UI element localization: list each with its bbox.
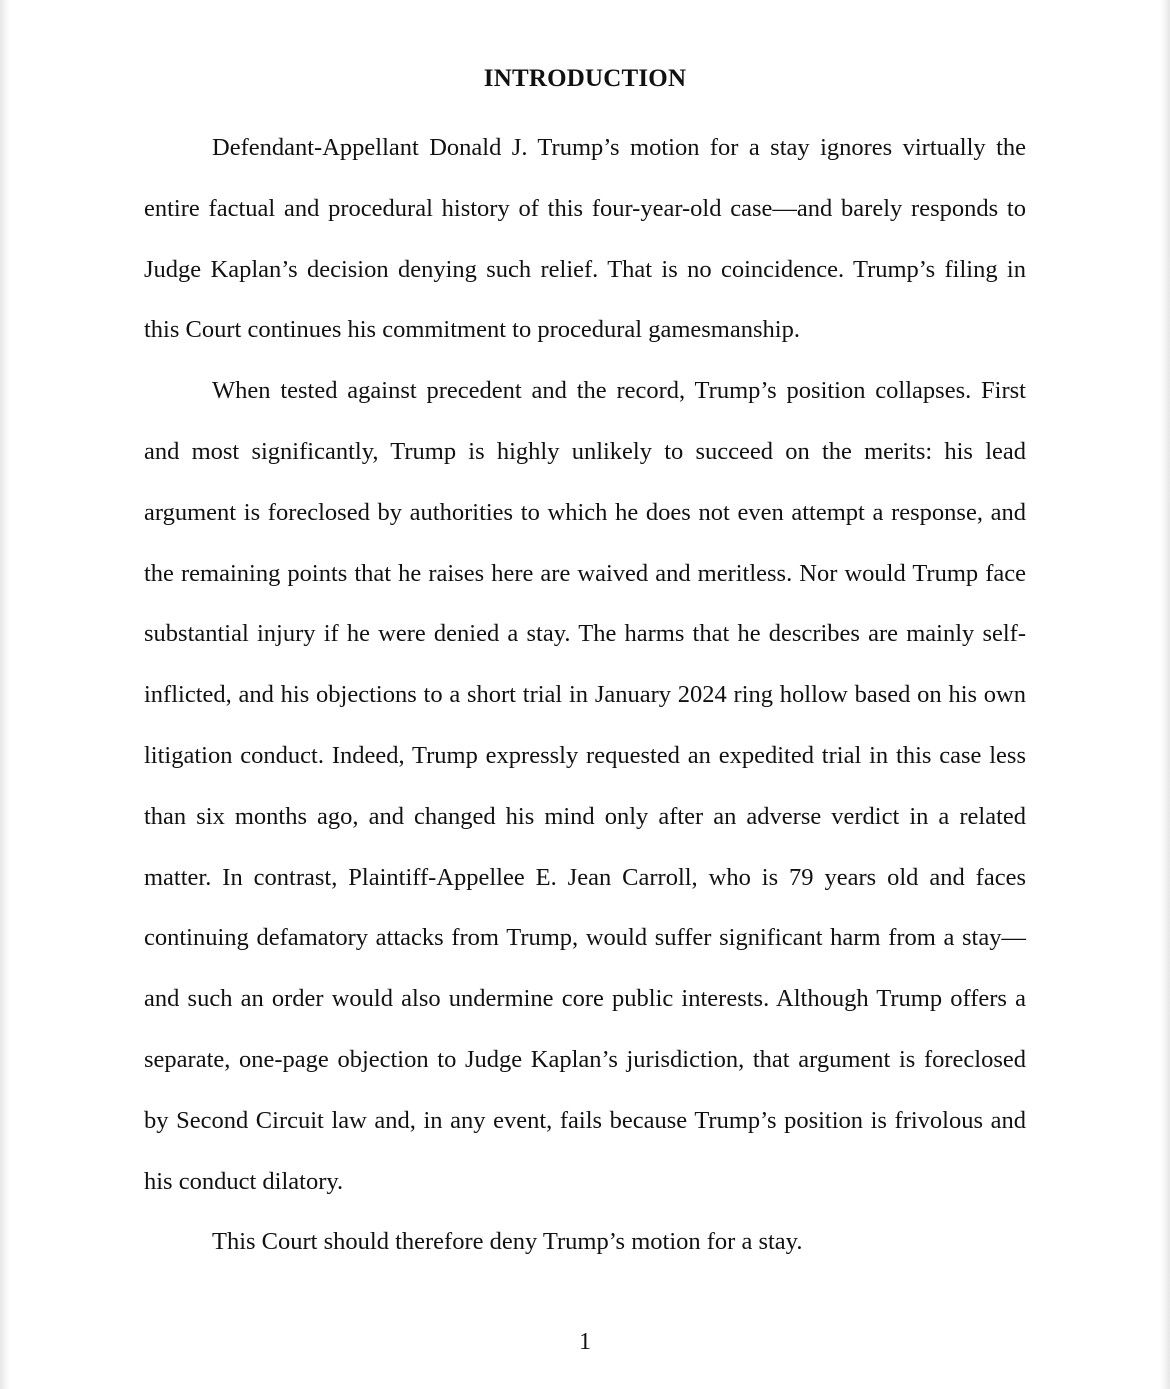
paragraph-1: Defendant-Appellant Donald J. Trump’s motion for a stay ignores virtually the entire factual and procedural history of this four-year-old case—and barely responds to Judge Kaplan’s decision denying such relief. That is no coincidence. Trump’s filing in this Court continues his commitment to procedural gamesmanship. [144, 134, 1026, 344]
body-text [144, 118, 1026, 1273]
section-heading: INTRODUCTION [483, 65, 687, 92]
page-left-edge [0, 0, 10, 1389]
page-number: 1 [579, 1329, 591, 1355]
paragraph-2: When tested against precedent and the record, Trump’s position collapses. First and most significantly, Trump is highly unlikely to succeed on the merits: his lead argument is foreclosed by authorities to which he does not even attempt a response, and the remaining points that he raises here are waived and meritless. Nor would Trump face substantial injury if he were denied a stay. The harms that he describes are mainly self-inflicted, and his objections to a short trial in January 2024 ring hollow based on his own litigation conduct. Indeed, Trump expressly requested an expedited trial in this case less than six months ago, and changed his mind only after an adverse verdict in a related matter. In contrast, Plaintiff-Appellee E. Jean Carroll, who is 79 years old and faces continuing defamatory attacks from Trump, would suffer significant harm from a stay—and such an order would also undermine core public interests. Although Trump offers a separate, one-page objection to Judge Kaplan’s jurisdiction, that argument is foreclosed by Second Circuit law and, in any event, fails because Trump’s position is frivolous and his conduct dilatory. [144, 377, 1026, 1195]
paragraph-3: This Court should therefore deny Trump’s motion for a stay. [212, 1228, 803, 1256]
page-right-edge [1160, 0, 1170, 1389]
